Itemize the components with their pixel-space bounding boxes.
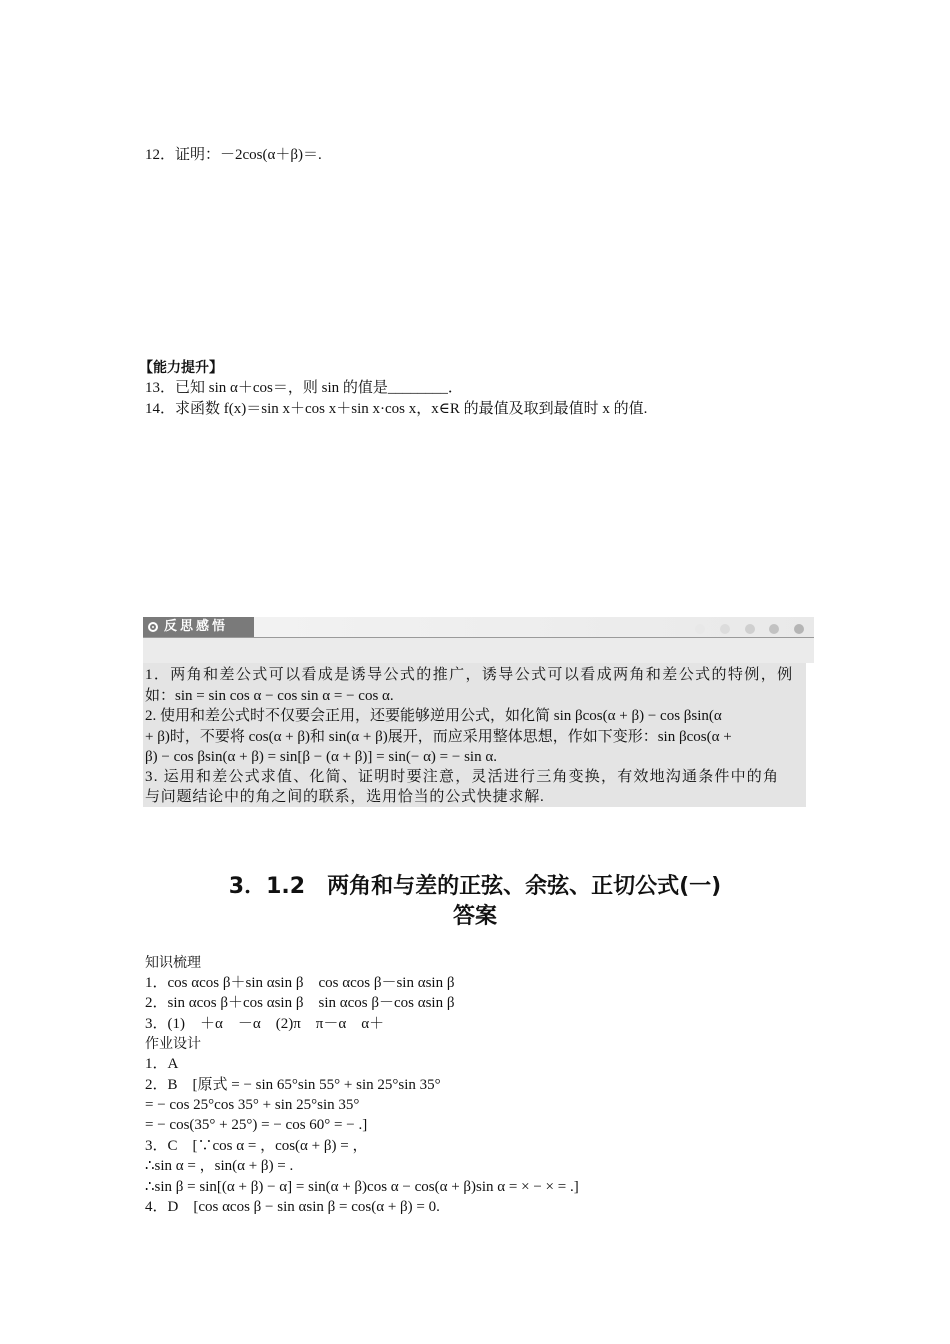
reflection-body bbox=[143, 663, 806, 807]
target-icon bbox=[148, 622, 158, 632]
reflection-line: 2. 使用和差公式时不仅要会正用，还要能够逆用公式，如化简 sin βcos(α + β) − cos βsin(α bbox=[145, 708, 722, 724]
answer-line: ∴sin β = sin[(α + β) − α] = sin(α + β)cos α − cos(α + β)sin α = × − × = .] bbox=[145, 1179, 579, 1195]
answer-line: 4．D [cos αcos β − sin αsin β = cos(α + β) = 0. bbox=[145, 1199, 440, 1215]
question-14: 14．求函数 f(x)＝sin x＋cos x＋sin x·cos x，x∈R 的最值及取到最值时 x 的值. bbox=[145, 401, 648, 417]
answer-line: 2．B [原式 = − sin 65°sin 55° + sin 25°sin 35° bbox=[145, 1077, 441, 1093]
answer-line: 3．(1) ＋α －α (2)π π－α α＋ bbox=[145, 1016, 385, 1032]
answer-line: = − cos(35° + 25°) = − cos 60° = − .] bbox=[145, 1117, 368, 1133]
answer-line: 2．sin αcos β＋cos αsin β sin αcos β－cos αsin β bbox=[145, 995, 455, 1011]
ability-heading: 【能力提升】 bbox=[139, 360, 223, 376]
reflection-tag bbox=[143, 617, 254, 637]
reflection-line: 1．两角和差公式可以看成是诱导公式的推广，诱导公式可以看成两角和差公式的特例，例 bbox=[145, 667, 794, 683]
answer-line: ∴sin α = ，sin(α + β) = . bbox=[145, 1158, 294, 1174]
reflection-label: 反思感悟 bbox=[164, 619, 229, 634]
question-12: 12．证明：－2cos(α＋β)＝. bbox=[145, 147, 322, 163]
reflection-line: + β)时，不要将 cos(α + β)和 sin(α + β)展开，而应采用整体思想，作如下变形：sin βcos(α + bbox=[145, 729, 732, 745]
reflection-line: 3. 运用和差公式求值、化简、证明时要注意，灵活进行三角变换，有效地沟通条件中的角 bbox=[145, 769, 780, 785]
reflection-top-panel bbox=[143, 638, 814, 663]
answer-line: 3．C [∵cos α = ，cos(α + β) = ， bbox=[145, 1138, 368, 1154]
dot-icon bbox=[794, 624, 804, 634]
dot-icon bbox=[769, 624, 779, 634]
answer-line: = − cos 25°cos 35° + sin 25°sin 35° bbox=[145, 1097, 360, 1113]
question-13: 13．已知 sin α＋cos＝，则 sin 的值是________． bbox=[145, 380, 463, 396]
answers-title: 3．1.2 两角和与差的正弦、余弦、正切公式(一) bbox=[228, 874, 722, 899]
reflection-line: β) − cos βsin(α + β) = sin[β − (α + β)] = sin(− α) = − sin α. bbox=[145, 749, 497, 765]
reflection-line: 与问题结论中的角之间的联系，选用恰当的公式快捷求解. bbox=[145, 789, 545, 805]
answers-subtitle: 答案 bbox=[452, 904, 497, 929]
dot-icon bbox=[745, 624, 755, 634]
reflection-line: 如：sin = sin cos α − cos sin α = − cos α. bbox=[145, 688, 394, 704]
dot-icon bbox=[720, 624, 730, 634]
section-heading: 作业设计 bbox=[145, 1036, 201, 1052]
reflection-header bbox=[143, 617, 814, 638]
answer-line: 1．cos αcos β＋sin αsin β cos αcos β－sin αsin β bbox=[145, 975, 455, 991]
answer-line: 1．A bbox=[145, 1056, 179, 1072]
dot-icon bbox=[695, 624, 705, 634]
decorative-dots bbox=[684, 622, 804, 632]
section-heading: 知识梳理 bbox=[145, 955, 201, 971]
